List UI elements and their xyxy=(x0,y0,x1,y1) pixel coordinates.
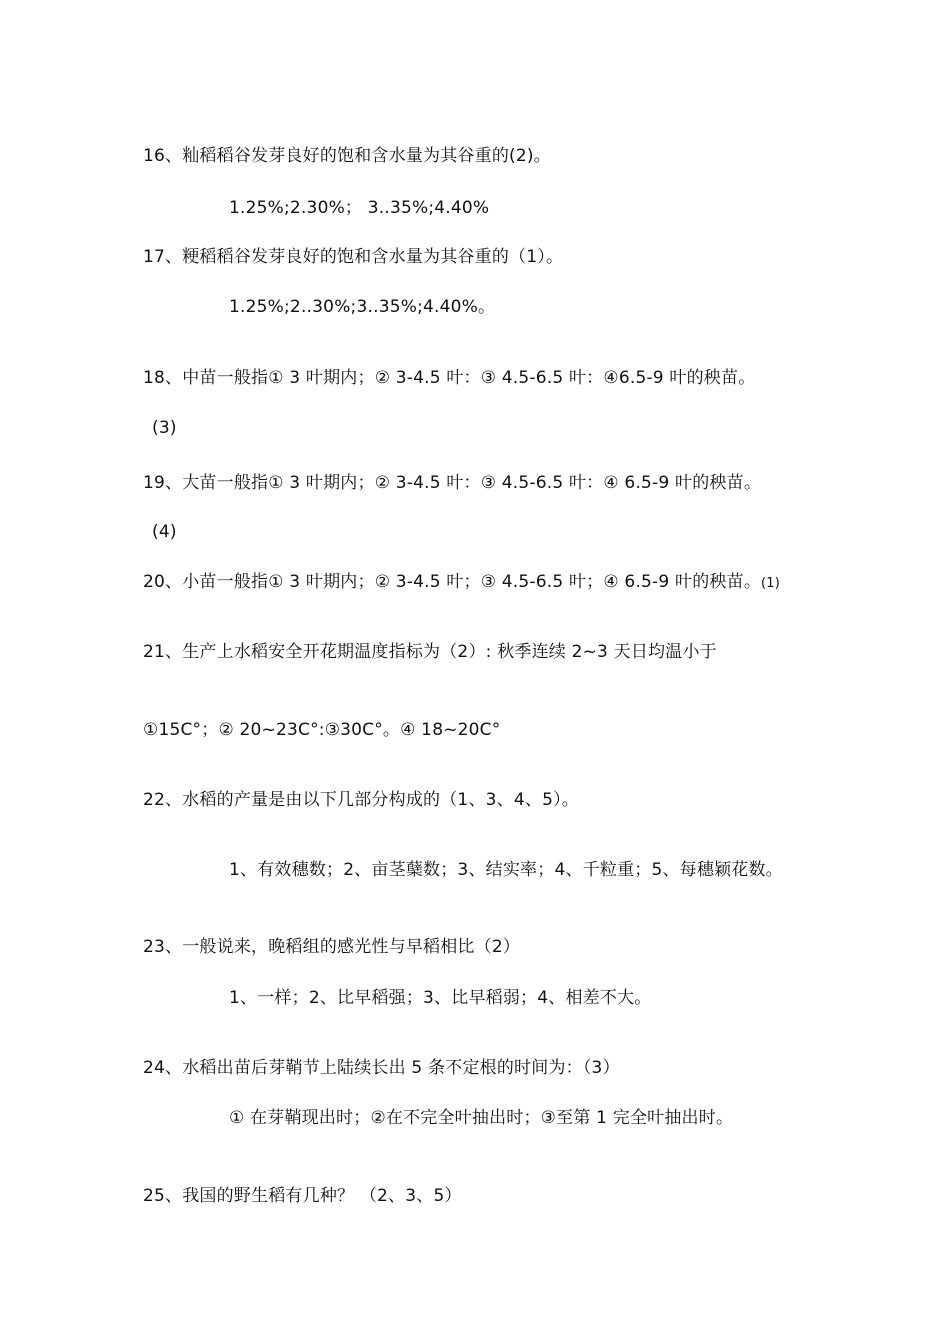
question-18: 18、中苗一般指① 3 叶期内；② 3-4.5 叶：③ 4.5-6.5 叶：④6.5-9 叶的秧苗。 xyxy=(143,368,756,388)
answer-options-16: 1.25%;2.30%； 3..35%;4.40% xyxy=(229,198,490,218)
question-20 xyxy=(143,571,780,595)
question-24: 24、水稻出苗后芽鞘节上陆续长出 5 条不定根的时间为：（3） xyxy=(143,1058,620,1078)
answer-options-17: 1.25%;2..30%;3..35%;4.40%。 xyxy=(229,297,496,317)
question-16: 16、籼稻稻谷发芽良好的饱和含水量为其谷重的(2)。 xyxy=(143,146,551,166)
options-23: 1、一样；2、比早稻强；3、比早稻弱；4、相差不大。 xyxy=(229,988,652,1008)
answer-20: (1) xyxy=(761,576,781,591)
question-25: 25、我国的野生稻有几种？ （2、3、5） xyxy=(143,1186,462,1206)
question-17: 17、粳稻稻谷发芽良好的饱和含水量为其谷重的（1）。 xyxy=(143,247,564,267)
options-21: ①15C°；② 20~23C°:③30C°。④ 18~20C° xyxy=(143,720,501,740)
question-23: 23、一般说来，晚稻组的感光性与早稻相比（2） xyxy=(143,937,521,957)
options-22: 1、有效穗数；2、亩茎蘖数；3、结实率；4、千粒重；5、每穗颖花数。 xyxy=(229,860,783,880)
question-19: 19、大苗一般指① 3 叶期内；② 3-4.5 叶：③ 4.5-6.5 叶：④ 6.5-9 叶的秧苗。 xyxy=(143,473,762,493)
options-24: ① 在芽鞘现出时；②在不完全叶抽出时；③至第 1 完全叶抽出时。 xyxy=(229,1108,734,1128)
question-22: 22、水稻的产量是由以下几部分构成的（1、3、4、5）。 xyxy=(143,790,579,810)
question-20-text: 20、小苗一般指① 3 叶期内；② 3-4.5 叶；③ 4.5-6.5 叶；④ 6.5-9 叶的秧苗。 xyxy=(143,572,762,592)
answer-18: (3) xyxy=(152,418,177,438)
question-21: 21、生产上水稻安全开花期温度指标为（2）: 秋季连续 2~3 天日均温小于 xyxy=(143,642,717,662)
answer-19: (4) xyxy=(152,522,177,542)
